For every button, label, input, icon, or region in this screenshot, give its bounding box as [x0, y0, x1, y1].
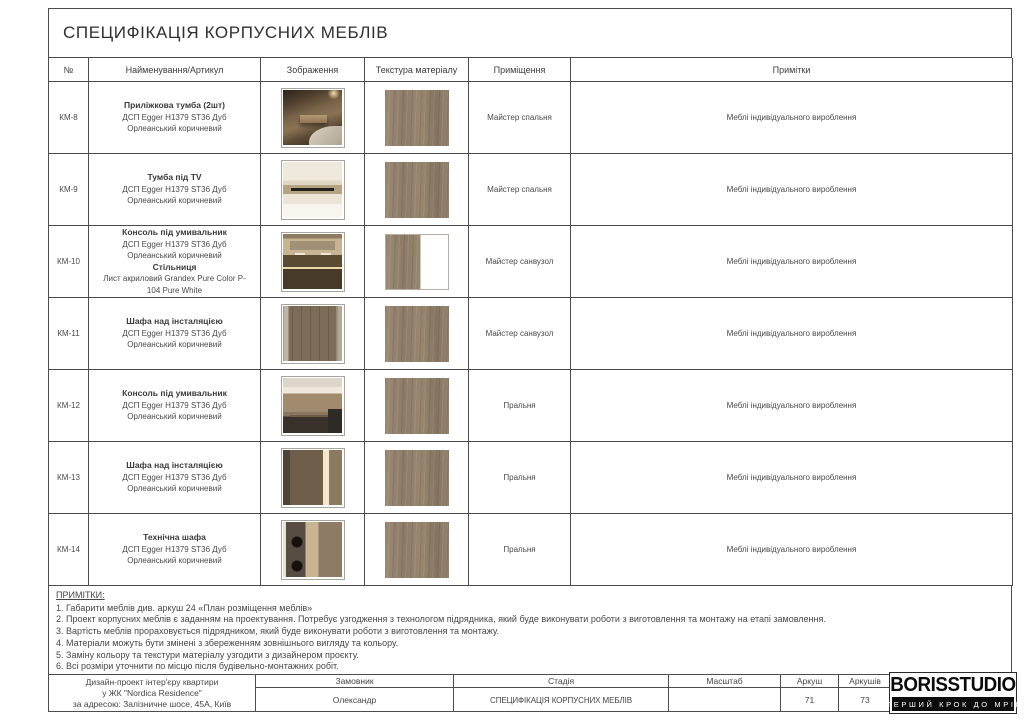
scale-label: Масштаб	[669, 675, 781, 688]
room-name: Майстер спальня	[469, 154, 571, 226]
bedside-table-photo	[283, 90, 342, 145]
row-id: КМ-8	[49, 82, 89, 154]
project-description	[49, 675, 256, 712]
row-id: КМ-9	[49, 154, 89, 226]
notes-section	[48, 586, 1012, 675]
note-line: 1. Габарити меблів див. аркуш 24 «План розміщення меблів»	[56, 602, 313, 613]
furniture-title: Шафа над інсталяцією	[126, 460, 223, 471]
row-id: КМ-13	[49, 442, 89, 514]
furniture-photo	[281, 160, 345, 220]
furniture-title: Приліжкова тумба (2шт)	[124, 100, 225, 111]
furniture-photo	[281, 88, 345, 148]
cabinet-door-photo	[283, 450, 342, 505]
furniture-title-2: Стільниця	[152, 261, 197, 272]
texture-swatch	[385, 90, 449, 146]
room-name: Пральня	[469, 442, 571, 514]
furniture-material: ДСП Egger H1379 ST36 Дуб Орлеанський коричневий	[122, 329, 227, 350]
studio-logo-tagline: ПЕРШИЙ КРОК ДО МРІЇ	[892, 697, 1014, 711]
row-id: КМ-11	[49, 298, 89, 370]
notes-title: ПРИМІТКИ:	[56, 590, 105, 600]
specification-table	[48, 57, 1012, 586]
customer-value: Олександр	[256, 688, 454, 712]
furniture-name-cell	[89, 442, 261, 514]
furniture-material: ДСП Egger H1379 ST36 Дуб Орлеанський коричневий	[122, 240, 227, 261]
room-name: Майстер санвузол	[469, 226, 571, 298]
project-line: за адресою: Залізничне шосе, 45А, Київ	[72, 698, 232, 709]
furniture-material: ДСП Egger H1379 ST36 Дуб Орлеанський коричневий	[122, 545, 227, 566]
row-id: КМ-10	[49, 226, 89, 298]
studio-logo-name: BORISSTUDIO	[890, 674, 1016, 696]
furniture-title: Тумба під TV	[147, 172, 202, 183]
column-header-number: №	[49, 58, 89, 82]
furniture-material: ДСП Egger H1379 ST36 Дуб Орлеанський коричневий	[122, 185, 227, 206]
sheet-label: Аркуш	[781, 675, 839, 688]
row-id: КМ-12	[49, 370, 89, 442]
column-header-notes: Примітки	[571, 58, 1013, 82]
column-header-name: Найменування/Артикул	[89, 58, 261, 82]
tv-console-photo	[283, 162, 342, 217]
furniture-material: ДСП Egger H1379 ST36 Дуб Орлеанський коричневий	[122, 113, 227, 134]
furniture-name-cell	[89, 298, 261, 370]
texture-swatch	[385, 378, 449, 434]
row-id: КМ-14	[49, 514, 89, 586]
texture-swatch	[385, 306, 449, 362]
texture-swatch	[385, 450, 449, 506]
row-note: Меблі індивідуального вироблення	[571, 514, 1013, 586]
stage-label: Стадія	[454, 675, 669, 688]
furniture-title: Консоль під умивальник	[122, 227, 227, 238]
furniture-name-cell	[89, 154, 261, 226]
furniture-name-cell	[89, 370, 261, 442]
note-line: 2. Проект корпусних меблів є заданням на проектування. Потребує узгодження з технологом підрядника, який буде виконувати роботи з виготовлення та монтажу на етапі замовлення.	[56, 614, 826, 625]
furniture-material: ДСП Egger H1379 ST36 Дуб Орлеанський коричневий	[122, 473, 227, 494]
furniture-title: Шафа над інсталяцією	[126, 316, 223, 327]
furniture-photo	[281, 520, 345, 580]
room-name: Пральня	[469, 514, 571, 586]
texture-swatch	[385, 162, 449, 218]
note-line: 6. Всі розміри уточнити по місцю після будівельно-монтажних робіт.	[56, 661, 339, 672]
furniture-title: Технічна шафа	[143, 532, 206, 543]
room-name: Майстер спальня	[469, 82, 571, 154]
project-line: у ЖК "Nordica Residence"	[102, 688, 202, 699]
studio-logo	[885, 672, 1021, 714]
furniture-title: Консоль під умивальник	[122, 388, 227, 399]
row-note: Меблі індивідуального вироблення	[571, 226, 1013, 298]
furniture-material-2: Лист акриловий Grandex Pure Color P-104 Pure White	[103, 274, 246, 295]
note-line: 5. Заміну кольору та текстури матеріалу узгодити з дизайнером проєкту.	[56, 649, 359, 660]
laundry-vanity-photo	[283, 378, 342, 433]
row-note: Меблі індивідуального вироблення	[571, 442, 1013, 514]
sheets-label: Аркушів	[839, 675, 891, 688]
row-note: Меблі індивідуального вироблення	[571, 82, 1013, 154]
vanity-photo	[283, 234, 342, 289]
furniture-photo	[281, 232, 345, 292]
furniture-name-cell	[89, 514, 261, 586]
furniture-name-cell	[89, 226, 261, 298]
sheet-number: 71	[781, 688, 839, 712]
column-header-texture: Текстура матеріалу	[365, 58, 469, 82]
room-name: Пральня	[469, 370, 571, 442]
project-line: Дизайн-проект інтер'єру квартири	[85, 677, 219, 688]
furniture-material: ДСП Egger H1379 ST36 Дуб Орлеанський коричневий	[122, 401, 227, 422]
page-title: СПЕЦИФІКАЦІЯ КОРПУСНИХ МЕБЛІВ	[48, 8, 1012, 58]
furniture-photo	[281, 448, 345, 508]
scale-value	[669, 688, 781, 712]
customer-label: Замовник	[256, 675, 454, 688]
sheets-total: 73	[860, 695, 870, 705]
cabinet-photo	[283, 306, 342, 361]
note-line: 4. Матеріали можуть бути змінені з збереженням зовнішнього вигляду та кольору.	[56, 637, 399, 648]
room-name: Майстер санвузол	[469, 298, 571, 370]
stage-value: СПЕЦИФІКАЦІЯ КОРПУСНИХ МЕБЛІВ	[454, 688, 669, 712]
technical-cabinet-photo	[283, 522, 342, 577]
title-block	[48, 674, 890, 712]
note-line: 3. Вартість меблів прораховується підрядником, який буде виконувати роботи з виготовлення та монтажу.	[56, 626, 499, 637]
row-note: Меблі індивідуального вироблення	[571, 370, 1013, 442]
furniture-photo	[281, 304, 345, 364]
furniture-name-cell	[89, 82, 261, 154]
column-header-image: Зображення	[261, 58, 365, 82]
row-note: Меблі індивідуального вироблення	[571, 154, 1013, 226]
texture-swatch	[385, 234, 449, 290]
row-note: Меблі індивідуального вироблення	[571, 298, 1013, 370]
furniture-photo	[281, 376, 345, 436]
texture-swatch	[385, 522, 449, 578]
column-header-room: Приміщення	[469, 58, 571, 82]
